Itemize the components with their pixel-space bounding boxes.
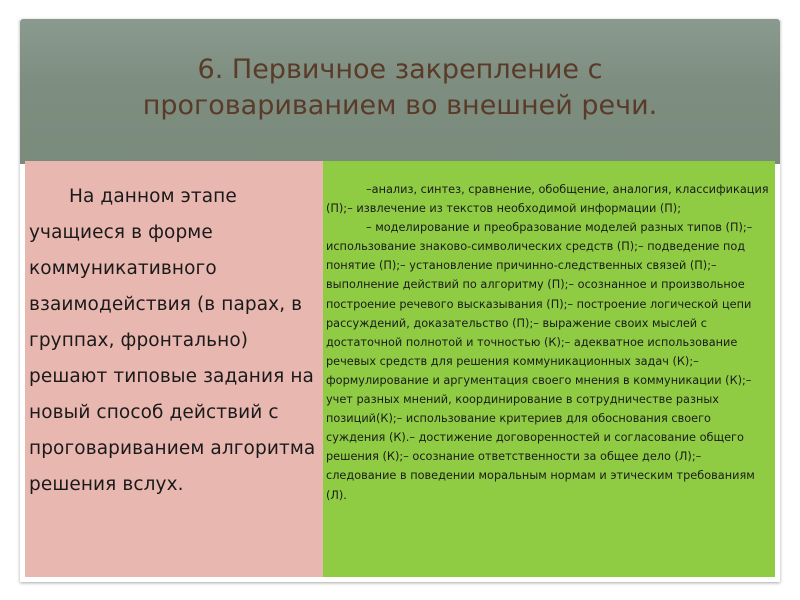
learning-actions-text [326, 180, 772, 505]
learning-actions-paragraph-1 [326, 180, 772, 218]
stage-description-text [29, 179, 321, 503]
learning-actions-paragraph-1-content: –анализ, синтез, сравнение, обобщение, аналогия, классификация (П);– извлечение из текстов необходимой информации (П); [326, 183, 769, 216]
learning-actions-paragraph-2 [326, 218, 772, 504]
slide-header [20, 19, 780, 164]
stage-description-content: На данном этапе учащиеся в форме коммуникативного взаимодействия (в парах, в группах, фронтально) решают типовые задания на новый способ действий с проговариванием алгоритма решения вслух. [29, 186, 316, 495]
slide [20, 19, 780, 582]
table-cell-learning-actions [323, 161, 775, 577]
slide-title [20, 52, 780, 124]
slide-title-line2: проговариванием во внешней речи. [142, 90, 658, 121]
learning-actions-paragraph-2-content: – моделирование и преобразование моделей разных типов (П);– использование знаково-символических средств (П);– подведение под понятие (П);– установление причинно-следственных связей (П);– выполнение действий по алгоритму (П);– осознанное и произвольное построение речевого высказывания (П);– построение логической цепи рассуждений, доказательство (П);– выражение своих мыслей с достаточной полнотой и точностью (К);– адекватное использование речевых средств для решения коммуникационных задач (К);– формулирование и аргументация своего мнения в коммуникации (К);– учет разных мнений, координирование в сотрудничестве разных позиций(К);– использование критериев для обоснования своего суждения (К).– достижение договоренностей и согласование общего решения (К);– осознание ответственности за общее дело (Л);– следование в поведении моральным нормам и этическим требованиям (Л). [326, 221, 755, 502]
table-cell-description [25, 161, 323, 577]
slide-title-line1: 6. Первичное закрепление с [197, 54, 603, 85]
